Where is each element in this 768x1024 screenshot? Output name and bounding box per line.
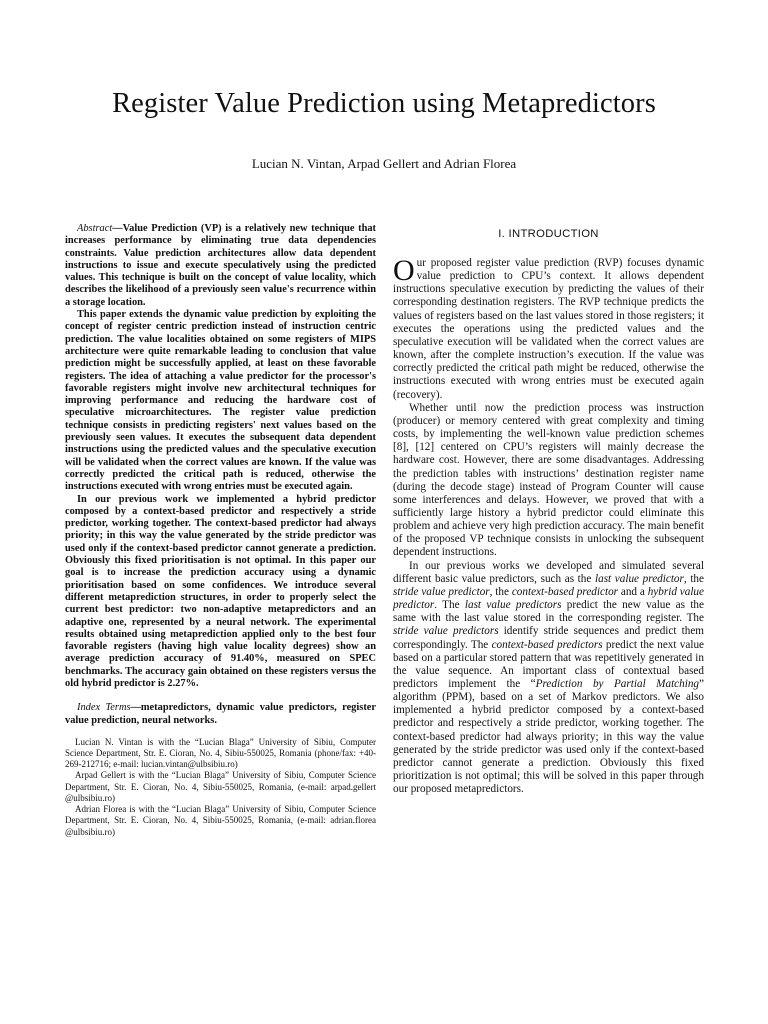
intro-text-3c: , the (489, 585, 512, 598)
left-column (65, 223, 376, 838)
intro-text-3e: . The (434, 599, 465, 612)
intro-paragraph-1 (393, 254, 704, 402)
footnote-gellert: Arpad Gellert is with the “Lucian Blaga” University of Sibiu, Computer Science Department, Str. E. Cioran, No. 4, Sibiu-550025, Romania, (e-mail: arpad.gellert @ulbsibiu.ro) (65, 770, 376, 803)
term-context-based-predictor: context-based predictor (511, 585, 619, 598)
intro-text-1: ur proposed register value prediction (RVP) focuses dynamic value prediction to CPU’s context. It allows dependent instructions speculative execution by predicting the values of their corresponding destination registers. The RVP technique predicts the values of registers based on the last values stored in those registers; it executes the operations using the predicted values and the speculative execution will be validated when the correct values are known, after the complete instruction’s execution. If the value was correctly predicted the critical path might be reduced, otherwise the instructions executed with wrong entries must be executed again (recovery). (393, 257, 704, 401)
abstract-paragraph-3: In our previous work we implemented a hybrid predictor composed by a context-based predictor and respectively a stride predictor, working together. The context-based predictor had always priority; in this way the value generated by the stride predictor was used only if the context-based predictor cannot generate a prediction. Obviously this fixed prioritisation is not optimal. In this paper our goal is to increase the prediction accuracy using a dynamic prioritisation based on some confidences. We introduce several different metaprediction structures, in order to properly select the current best predictor: two non-adaptive metapredictors and an adaptive one, represented by a neural network. The experimental results obtained using metaprediction applied only to the best four favorable registers (having high value locality degrees) show an average prediction accuracy of 91.40%, measured on SPEC benchmarks. The accuracy gain obtained on these registers versus the old hybrid predictor is 2.27%. (65, 493, 376, 689)
abstract-paragraph-1 (65, 223, 376, 309)
right-column (393, 223, 704, 796)
intro-text-3b: , the (683, 572, 704, 585)
introduction-body (393, 254, 705, 796)
term-stride-value-predictor: stride value predictor (393, 585, 490, 598)
drop-cap: O (393, 254, 415, 287)
abstract-text-1: —Value Prediction (VP) is a relatively new technique that increases performance by eliminating true data dependencies constraints. Value prediction architectures allow data dependent instructions to issue and execute speculatively using the predicted values. This technique is built on the concept of value locality, which describes the likelihood of a previously seen value's recurrence within a storage location. (65, 223, 376, 308)
index-terms-lead: Index Terms (77, 702, 131, 714)
term-ppm: Prediction by Partial Matching (535, 678, 700, 690)
term-hybrid-value-predictor: hybrid value predictor (393, 585, 704, 612)
author-footnotes (65, 737, 376, 838)
intro-text-3a: In our previous works we developed and simulated several different basic value predictors, such as the (393, 559, 704, 585)
paper-title: Register Value Prediction using Metapredictors (112, 88, 656, 119)
footnote-florea: Adrian Florea is with the “Lucian Blaga” University of Sibiu, Computer Science Department, Str. E. Cioran, No. 4, Sibiu-550025, Romania, (e-mail: adrian.florea @ulbsibiu.ro) (65, 804, 376, 837)
index-terms (65, 702, 376, 727)
intro-text-3j: ” algorithm (PPM), based on a set of Markov predictors. We also implemented a hybrid predictor composed by a context-based predictor and respectively a stride predictor, working together. The context-based predictor had always priority; in this way the value generated by the stride predictor was used only if the context-based predictor cannot generate a prediction. Obviously this fixed prioritization is not optimal; this will be solved in this paper through our proposed metapredictors. (393, 678, 704, 796)
author-list: Lucian N. Vintan, Arpad Gellert and Adrian Florea (251, 156, 517, 171)
term-last-value-predictor: last value predictor (595, 572, 684, 585)
abstract-lead: Abstract (77, 223, 113, 234)
term-stride-value-predictors: stride value predictors (393, 625, 499, 638)
index-terms-text: —metapredictors, dynamic value predictors, register value prediction, neural networks. (65, 702, 376, 726)
intro-text-3h: predict the next value based on a particular stored pattern that was repetitively generated in the value sequence. An important class of contextual based predictors implement the “ (393, 638, 705, 690)
intro-text-3g: identify stride sequences and predict them correspondingly. The (393, 625, 704, 651)
intro-text-3d: and a (618, 585, 648, 598)
abstract (65, 223, 376, 690)
abstract-paragraph-2: This paper extends the dynamic value prediction by exploiting the concept of register centric prediction instead of instruction centric prediction. The value localities obtained on some registers of MIPS architecture were quite remarkable leading to conclusion that value prediction might be successfully applied, at least on these favorable registers. The idea of attaching a value predictor for the processor's favorable registers might involve new architectural techniques for improving performance and reducing the hardware cost of speculative microarchitectures. The register value prediction technique consists in predicting registers' next values based on the previously seen values. It executes the subsequent data dependent instructions using the predicted values and the speculative execution will be validated when the correct values are known. If the value was correctly predicted the critical path is reduced, otherwise the instructions executed with wrong entries must be executed again. (65, 309, 376, 493)
term-last-value-predictors: last value predictors (464, 599, 562, 612)
intro-paragraph-3 (393, 560, 704, 797)
intro-paragraph-2: Whether until now the prediction process was instruction (producer) or memory centered with great complexity and timing costs, by implementing the well-known value prediction schemes [8], [12] centered on CPU’s registers will mainly decrease the hardware cost. However, there are some disadvantages. Addressing the prediction tables with instructions’ destination register name (during the decode stage) instead of Program Counter will cause some interferences and delays. However, we proved that with a sufficiently large history a hybrid predictor could eliminate this problem and achieve very high prediction accuracy. The main benefit of the proposed VP technique consists in unlocking the subsequent dependent instructions. (393, 401, 704, 559)
section-heading-introduction: I. INTRODUCTION (498, 228, 599, 240)
intro-text-3f: predict the new value as the same with the last value stored in the corresponding register. The (393, 599, 704, 625)
footnote-vintan: Lucian N. Vintan is with the “Lucian Blaga” University of Sibiu, Computer Science Department, Str. E. Cioran, No. 4, Sibiu-550025, Romania (phone/fax: +40-269-212716; e-mail: lucian.vintan@ulbsibiu.ro) (65, 736, 376, 770)
term-context-based-predictors: context-based predictors (491, 638, 603, 651)
